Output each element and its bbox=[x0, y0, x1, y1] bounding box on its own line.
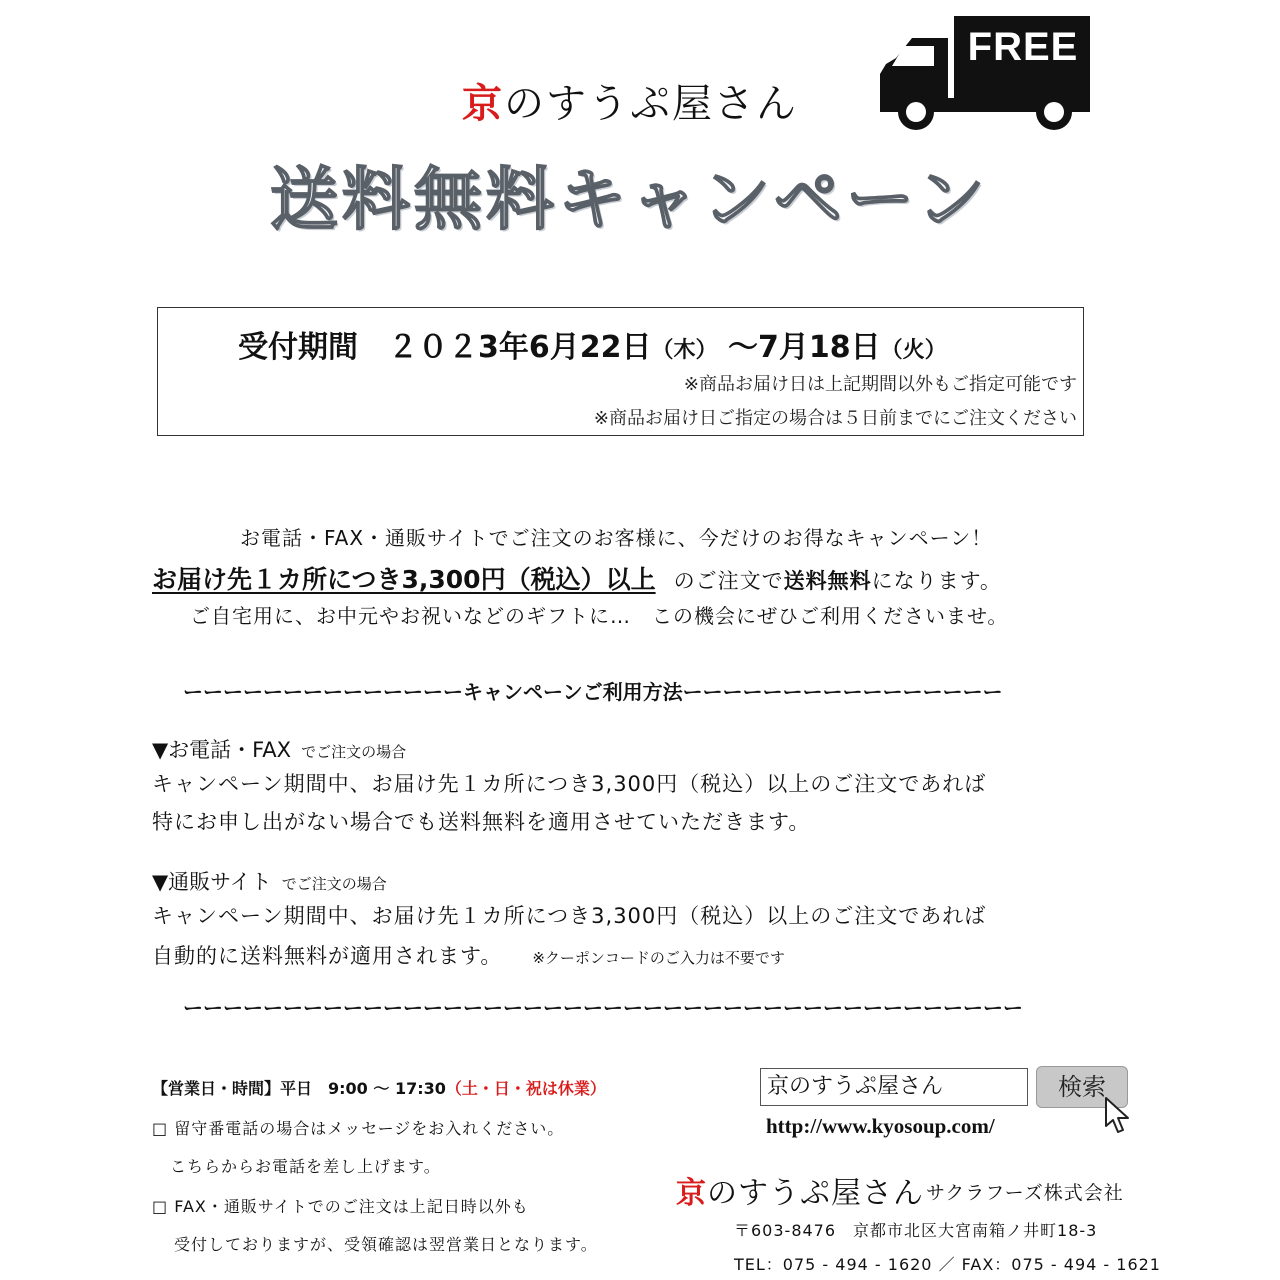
condition-emphasis: お届け先１カ所につき3,300円（税込）以上 bbox=[152, 565, 656, 594]
phone-fax-heading-main: ▼お電話・FAX bbox=[152, 738, 292, 762]
business-hours-closed: （土・日・祝は休業） bbox=[445, 1079, 606, 1098]
intro-condition-line bbox=[152, 560, 1002, 596]
period-start-day: （木） bbox=[651, 338, 718, 363]
web-shop-heading-main: ▼通販サイト bbox=[152, 870, 272, 894]
web-shop-text-2-main: 自動的に送料無料が適用されます。 bbox=[152, 944, 503, 968]
period-note-delivery-date: ※商品お届け日は上記期間以外もご指定可能です bbox=[683, 374, 1077, 395]
campaign-title: 送料無料キャンペーン bbox=[270, 161, 989, 240]
business-hours-weekday: 【営業日・時間】平日 9:00 ～ 17:30 bbox=[152, 1079, 446, 1098]
footer-logo-text: のすうぷ屋さん bbox=[707, 1176, 924, 1211]
logo-kyo-character: 京 bbox=[462, 80, 504, 127]
company-phone-fax: TEL：075 - 494 - 1620 ／ FAX：075 - 494 - 1621 bbox=[734, 1255, 1161, 1274]
website-url[interactable]: http://www.kyosoup.com/ bbox=[766, 1114, 995, 1138]
coupon-note: ※クーポンコードのご入力は不要です bbox=[532, 949, 785, 967]
period-note-order-deadline: ※商品お届け日ご指定の場合は５日前までにご注文ください bbox=[593, 408, 1077, 429]
period-end-day: （火） bbox=[880, 338, 947, 363]
callback-note: こちらからお電話を差し上げます。 bbox=[170, 1157, 441, 1176]
period-start: 受付期間 ２０２3年6月22日 bbox=[238, 330, 652, 365]
truck-free-label: FREE bbox=[967, 25, 1079, 69]
phone-fax-heading-sub: でご注文の場合 bbox=[301, 743, 407, 761]
web-shop-text-2 bbox=[152, 940, 785, 970]
period-end: ～7月18日 bbox=[727, 330, 881, 365]
shop-logo bbox=[462, 72, 798, 129]
receipt-confirmation-note: 受付しておりますが、受領確認は翌営業日となります。 bbox=[174, 1235, 598, 1254]
company-address: 〒603-8476 京都市北区大宮南箱ノ井町18-3 bbox=[734, 1221, 1098, 1240]
phone-fax-heading bbox=[152, 734, 406, 764]
search-input[interactable]: 京のすうぷ屋さん bbox=[760, 1068, 1028, 1106]
web-shop-text-1: キャンペーン期間中、お届け先１カ所につき3,300円（税込）以上のご注文であれば bbox=[152, 904, 987, 928]
answering-machine-note: □ 留守番電話の場合はメッセージをお入れください。 bbox=[152, 1119, 565, 1138]
logo-text: のすうぷ屋さん bbox=[504, 81, 798, 127]
footer-shop-logo bbox=[676, 1168, 924, 1212]
fax-web-order-note: □ FAX・通販サイトでのご注文は上記日時以外も bbox=[152, 1197, 529, 1216]
phone-fax-text-1: キャンペーン期間中、お届け先１カ所につき3,300円（税込）以上のご注文であれば bbox=[152, 772, 987, 796]
reception-period bbox=[238, 322, 947, 366]
mouse-cursor-icon bbox=[1104, 1096, 1132, 1134]
howto-divider-end: ーーーーーーーーーーーーーーーーーーーーーーーーーーーーーーーーーーーーーーーーーー bbox=[183, 996, 1023, 1020]
web-shop-heading bbox=[152, 866, 387, 896]
business-hours bbox=[152, 1076, 606, 1099]
web-shop-heading-sub: でご注文の場合 bbox=[281, 875, 387, 893]
reception-period-box bbox=[157, 307, 1084, 436]
condition-text-b: になります。 bbox=[871, 569, 1002, 593]
footer-logo-kyo-character: 京 bbox=[676, 1176, 707, 1211]
phone-fax-text-2: 特にお申し出がない場合でも送料無料を適用させていただきます。 bbox=[152, 810, 811, 834]
free-shipping-emphasis: 送料無料 bbox=[783, 569, 872, 593]
condition-text-a: のご注文で bbox=[673, 569, 784, 593]
intro-line: お電話・FAX・通販サイトでご注文のお客様に、今だけのお得なキャンペーン！ bbox=[240, 526, 993, 550]
intro-invitation: ご自宅用に、お中元やお祝いなどのギフトに… この機会にぜひご利用くださいませ。 bbox=[190, 604, 1009, 628]
howto-divider-title: ーーーーーーーーーーーーーーキャンペーンご利用方法ーーーーーーーーーーーーーーーー bbox=[183, 680, 1003, 704]
company-name: サクラフーズ株式会社 bbox=[926, 1182, 1124, 1204]
free-delivery-truck-icon bbox=[876, 14, 1094, 132]
search-button[interactable]: 検索 bbox=[1036, 1066, 1128, 1108]
